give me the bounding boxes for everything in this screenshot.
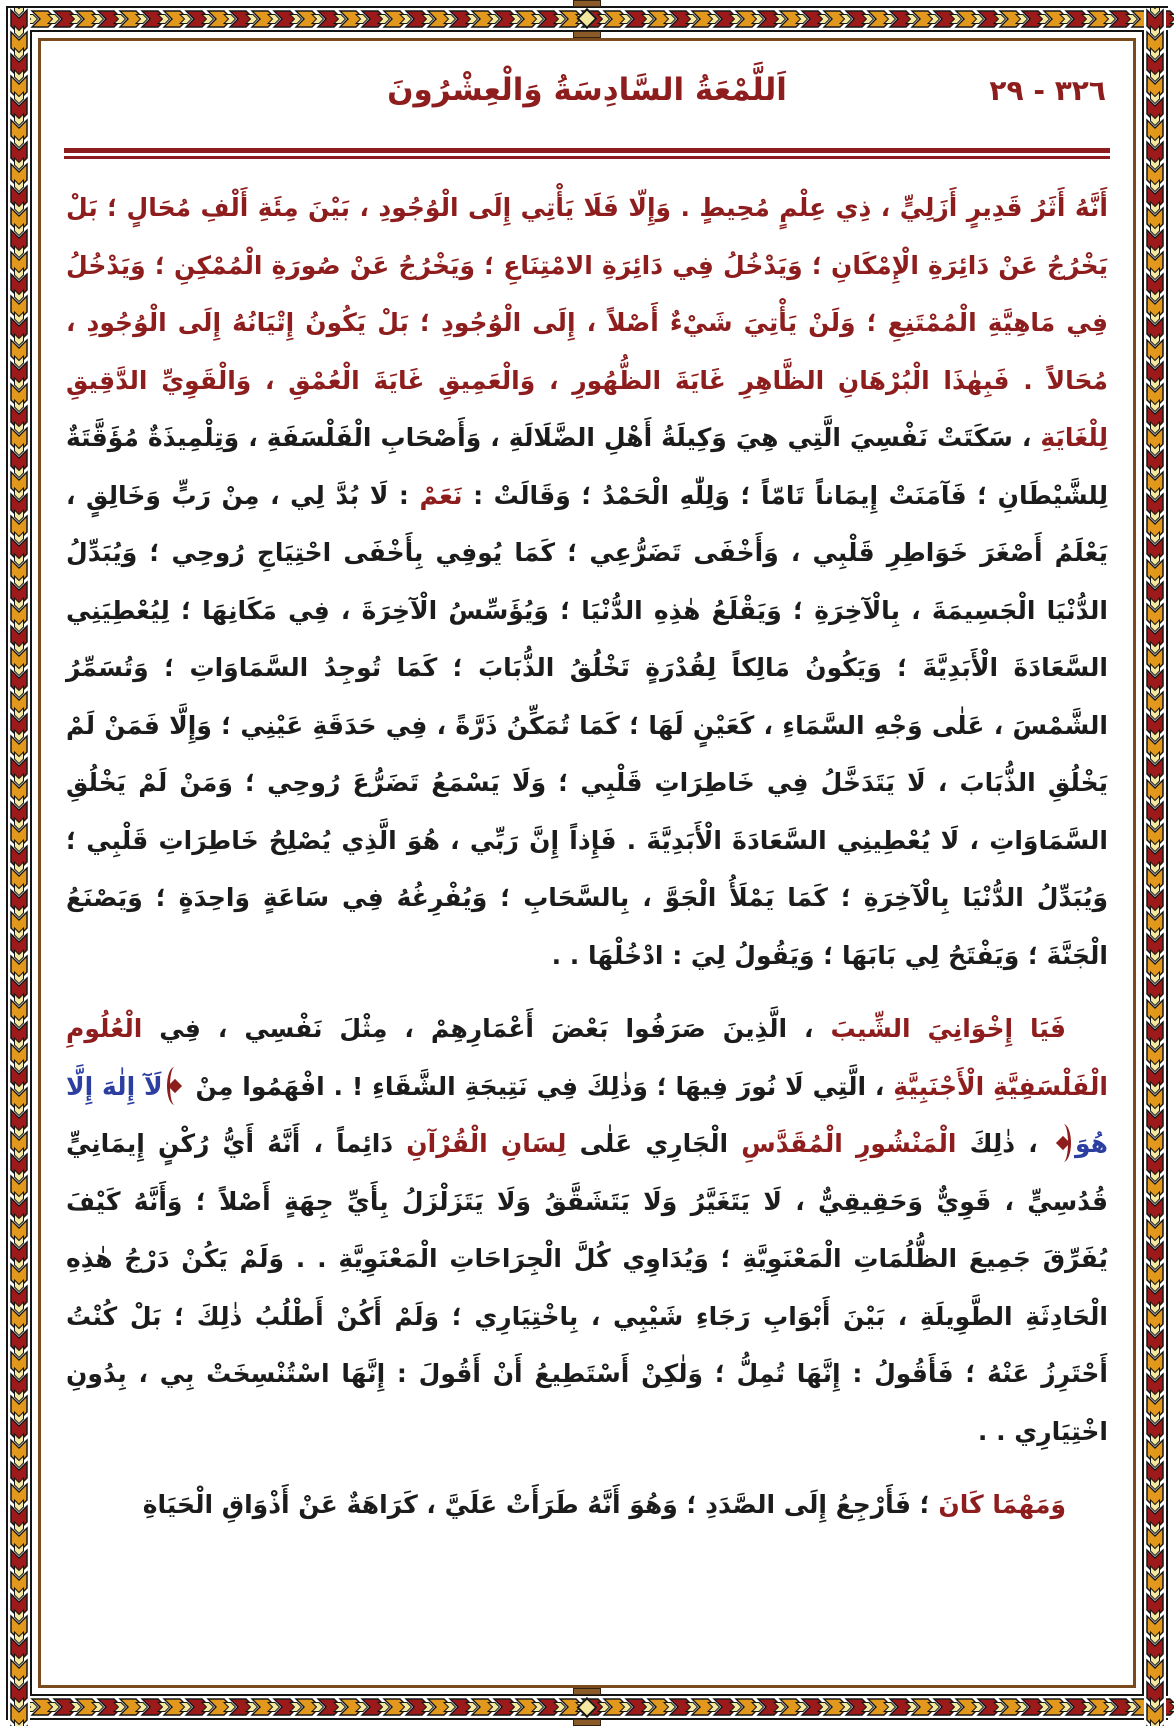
text-run: ، الَّذِينَ صَرَفُوا بَعْضَ أَعْمَارِهِمْ ، مِثْلَ نَفْسِي ، فِي [142, 1014, 831, 1043]
text-run: الْمَنْشُورِ الْمُقَدَّسِ [741, 1129, 957, 1158]
text-run: ؛ فَأَرْجِعُ إِلَى الصَّدَدِ ؛ وَهُوَ أَنَّهُ طَرَأَتْ عَلَيَّ ، كَرَاهَةٌ عَنْ أَذْوَاقِ الْحَيَاةِ [142, 1490, 939, 1519]
page-number: ٣٢٦ - ٢٩ [989, 74, 1106, 107]
page-content [62, 46, 1112, 1676]
header-double-rule [64, 148, 1110, 159]
ornamental-border-left [8, 8, 30, 1726]
text-run: الْعُلُومِ الْفَلْسَفِيَّةِ الْأَجْنَبِيَّةِ [66, 1014, 1109, 1101]
page-header [62, 46, 1112, 148]
quran-bracket-close-icon [1055, 1124, 1071, 1162]
frame-bottom-tab-icon [573, 1719, 601, 1726]
frame-top-tab-icon [573, 0, 601, 7]
paragraph [66, 179, 1108, 984]
frame-top-tab-icon [573, 31, 601, 38]
text-run: ، سَكَتَتْ نَفْسِيَ الَّتِي هِيَ وَكِيلَةُ أَهْلِ الضَّلَالَةِ ، وَأَصْحَابِ الْفَلْسَفَةِ ، وَتِلْمِيذَةٌ مُؤَقَّتَةٌ لِلشَّيْطَانِ ؛ فَآمَنَتْ إِيمَاناً تَامّاً ؛ وَلِلّٰهِ الْحَمْدُ ؛ وَقَالَتْ : [66, 423, 1108, 510]
text-run: لِسَانِ الْقُرْآنِ [406, 1129, 567, 1158]
quran-bracket-open-icon [167, 1067, 183, 1105]
text-run: ، الَّتِي لَا نُورَ فِيهَا ؛ وَذٰلِكَ فِي نَتِيجَةِ الشَّقَاءِ ! . افْهَمُوا مِنْ [186, 1071, 894, 1101]
ornamental-border-right [1144, 8, 1166, 1726]
text-run: ، ذٰلِكَ [956, 1129, 1051, 1158]
text-run: : لَا بُدَّ لِي ، مِنْ رَبٍّ وَخَالِقٍ ، يَعْلَمُ أَصْغَرَ خَوَاطِرِ قَلْبِي ، وَأَخْفَى تَضَرُّعِي ؛ كَمَا يُوفِي بِأَخْفَى احْتِيَاجِ رُوحِي ؛ وَيُبَدِّلُ الدُّنْيَا الْجَسِيمَةَ ، بِالْآخِرَةِ ؛ وَيَقْلَعُ هٰذِهِ الدُّنْيَا ؛ وَيُؤَسِّسُ الْآخِرَةَ ، فِي مَكَانِهَا ؛ لِيُعْطِيَنِي السَّعَادَةَ الْأَبَدِيَّةَ ؛ وَيَكُونُ مَالِكاً لِقُدْرَةٍ تَخْلُقُ الذُّبَابَ ؛ كَمَا تُوجِدُ السَّمَاوَاتِ ؛ وَتُسَمِّرُ الشَّمْسَ ، عَلٰى وَجْهِ السَّمَاءِ ، كَعَيْنٍ لَهَا ؛ كَمَا تُمَكِّنُ ذَرَّةً ، فِي حَدَقَةِ عَيْنِي ؛ وَإِلَّا فَمَنْ لَمْ يَخْلُقِ الذُّبَابَ ، لَا يَتَدَخَّلُ فِي خَاطِرَاتِ قَلْبِي ؛ وَلَا يَسْمَعُ تَضَرُّعَ رُوحِي ؛ وَمَنْ لَمْ يَخْلُقِ السَّمَاوَاتِ ، لَا يُعْطِينِي السَّعَادَةَ الْأَبَدِيَّةَ . فَإِذاً إِنَّ رَبِّي ، هُوَ الَّذِي يُصْلِحُ خَاطِرَاتِ قَلْبِي ؛ وَيُبَدِّلُ الدُّنْيَا بِالْآخِرَةِ ؛ كَمَا يَمْلَأُ الْجَوَّ ، بِالسَّحَابِ ؛ وَيُفْرِغُهُ فِي سَاعَةٍ وَاحِدَةٍ ؛ وَيَصْنَعُ الْجَنَّةَ ؛ وَيَفْتَحُ لِي بَابَهَا ؛ وَيَقُولُ لِيَ : ادْخُلْهَا . . [66, 480, 1108, 970]
text-run: دَائِماً ، أَنَّهُ أَيُّ رُكْنٍ إِيمَانِيٍّ قُدُسِيٍّ ، قَوِيٌّ وَحَقِيقِيٌّ ، لَا يَتَغَيَّرُ وَلَا يَتَشَقَّقُ وَلَا يَتَزَلْزَلُ بِأَيِّ جِهَةٍ أَصْلاً ؛ وَأَنَّهُ كَيْفَ يُفَرِّقَ جَمِيعَ الظُّلُمَاتِ الْمَعْنَوِيَّةِ ؛ وَيُدَاوِي كُلَّ الْجِرَاحَاتِ الْمَعْنَوِيَّةِ . . وَلَمْ يَكُنْ دَرْجُ هٰذِهِ الْحَادِثَةِ الطَّوِيلَةِ ، بَيْنَ أَبْوَابِ رَجَاءِ شَيْبِي ، بِاخْتِيَارِي ؛ وَلَمْ أَكُنْ أَطْلُبُ ذٰلِكَ ؛ بَلْ كُنْتُ أَحْتَرِزُ عَنْهُ ؛ فَأَقُولُ : إِنَّهَا تُمِلُّ ؛ وَلٰكِنْ أَسْتَطِيعُ أَنْ أَقُولَ : إِنَّهَا اسْتُنْسِخَتْ بِي ، بِدُونِ اخْتِيَارِي . . [66, 1129, 1108, 1446]
paragraph [66, 1000, 1108, 1460]
text-run: أَنَّهُ أَثَرُ قَدِيرٍ أَزَلِيٍّ ، ذِي عِلْمٍ مُحِيطٍ . وَإِلّا فَلَا يَأْتِي إِلَى الْوُجُودِ ، بَيْنَ مِئَةِ أَلْفِ مُحَالٍ ؛ بَلْ يَخْرُجُ عَنْ دَائِرَةِ الْإِمْكَانِ ؛ وَيَدْخُلُ فِي دَائِرَةِ الامْتِنَاعِ ؛ وَيَخْرُجُ عَنْ صُورَةِ الْمُمْكِنِ ؛ وَيَدْخُلُ فِي مَاهِيَّةِ الْمُمْتَنِعِ ؛ وَلَنْ يَأْتِيَ شَيْءٌ أَصْلاً ، إِلَى الْوُجُودِ ؛ بَلْ يَكُونُ إِتْيَانُهُ إِلَى الْوُجُودِ ، مُحَالاً . فَبِهٰذَا الْبُرْهَانِ الظَّاهِرِ غَايَةَ الظُّهُورِ ، وَالْعَمِيقِ غَايَةَ الْعُمْقِ ، وَالْقَوِيِّ الدَّقِيقِ لِلْغَايَةِ [66, 193, 1108, 452]
text-run: وَمَهْمَا كَانَ [938, 1490, 1066, 1519]
text-run: نَعَمْ [419, 480, 463, 510]
body-text [62, 173, 1112, 1534]
quran-verse: لَآ إِلٰهَ إِلَّا هُوَ [66, 1071, 1108, 1158]
frame-bottom-tab-icon [573, 1688, 601, 1695]
paragraph [66, 1476, 1108, 1534]
text-run: الْجَارِي عَلٰى [566, 1129, 742, 1158]
page-title: اَللَّمْعَةُ السَّادِسَةُ وَالْعِشْرُونَ [387, 72, 787, 108]
text-run: فَيَا إِخْوَانِيَ الشِّيبَ [830, 1014, 1066, 1043]
